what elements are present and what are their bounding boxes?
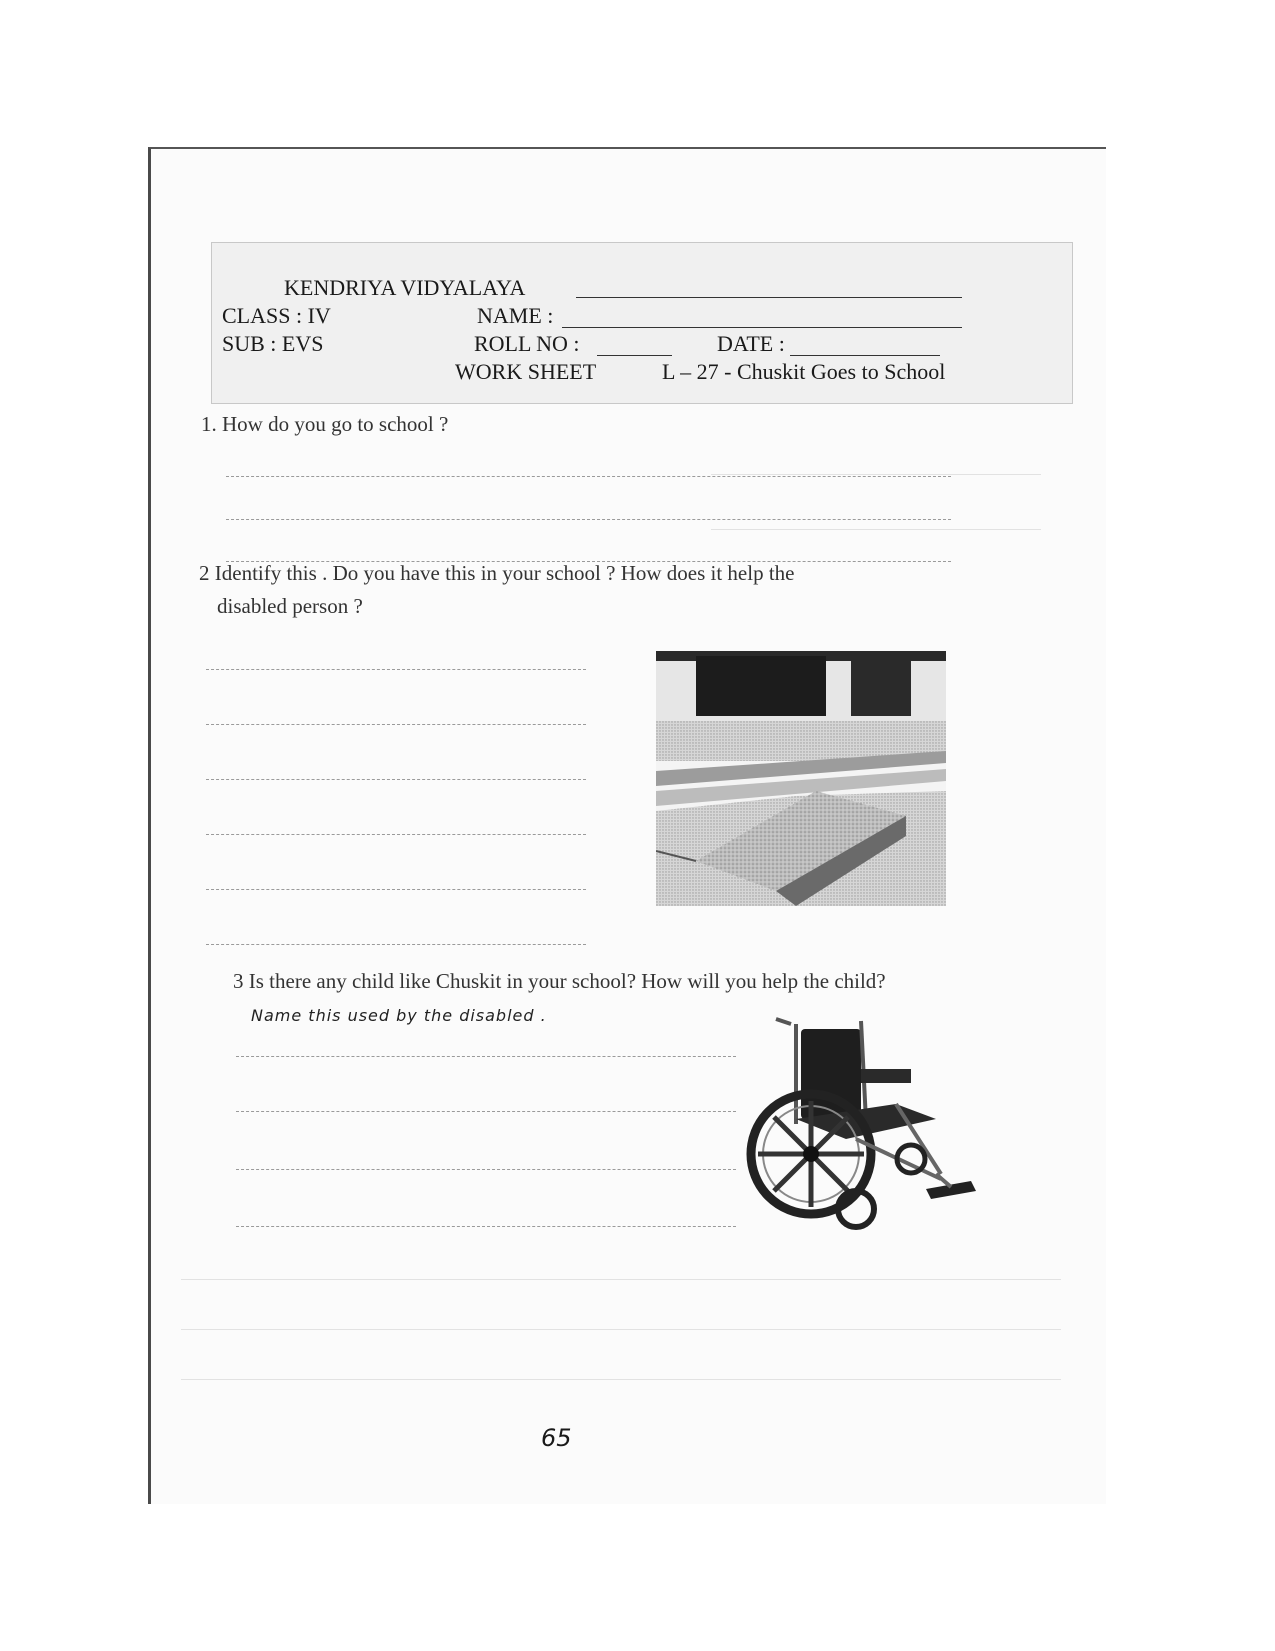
bleed-line (181, 1379, 1061, 1380)
ramp-image (656, 651, 946, 906)
question-2-line-2: disabled person ? (217, 594, 363, 618)
answer-line (236, 1226, 736, 1227)
answer-line (236, 1111, 736, 1112)
ramp-photo (656, 651, 946, 906)
worksheet-label: WORK SHEET (455, 359, 597, 384)
name-underline (562, 327, 962, 328)
school-underline (576, 297, 962, 298)
bleed-line (711, 529, 1041, 530)
answer-line (206, 889, 586, 890)
handwritten-answer: Name this used by the disabled . (251, 1006, 547, 1025)
school-name: KENDRIYA VIDYALAYA (284, 275, 526, 300)
answer-line (206, 724, 586, 725)
answer-line (236, 1169, 736, 1170)
answer-line (226, 519, 951, 520)
bleed-line (711, 474, 1041, 475)
question-2-line-1: 2 Identify this . Do you have this in your school ? How does it help the (199, 561, 795, 585)
answer-line (226, 476, 951, 477)
answer-line (206, 834, 586, 835)
roll-underline (597, 355, 672, 356)
roll-label: ROLL NO : (474, 331, 580, 356)
lesson-title: L – 27 - Chuskit Goes to School (662, 359, 946, 384)
date-underline (790, 355, 940, 356)
subject-label: SUB : EVS (222, 331, 324, 356)
answer-line (206, 944, 586, 945)
class-label: CLASS : IV (222, 303, 331, 328)
bleed-line (181, 1329, 1061, 1330)
wheelchair-image (736, 1009, 991, 1249)
wheelchair-photo (736, 1009, 991, 1249)
date-label: DATE : (717, 331, 785, 356)
page-number: 65 (541, 1424, 572, 1452)
answer-line (236, 1056, 736, 1057)
worksheet-page (148, 147, 1106, 1504)
bleed-line (181, 1279, 1061, 1280)
answer-line (206, 779, 586, 780)
name-label: NAME : (477, 303, 554, 328)
question-3: 3 Is there any child like Chuskit in your school? How will you help the child? (233, 969, 886, 993)
question-1: 1. How do you go to school ? (201, 412, 449, 436)
answer-line (206, 669, 586, 670)
header-box (211, 242, 1073, 404)
